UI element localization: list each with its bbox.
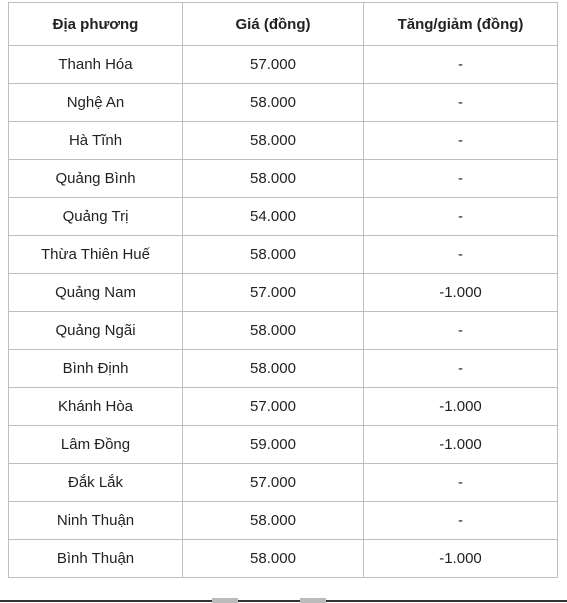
cell-region: Khánh Hòa: [9, 388, 183, 426]
cell-change: -: [364, 122, 558, 160]
table-row: [9, 84, 558, 122]
cell-price: 58.000: [183, 122, 364, 160]
cell-change: -: [364, 84, 558, 122]
cell-region: Quảng Ngãi: [9, 312, 183, 350]
table-row: [9, 122, 558, 160]
cell-region: Đắk Lắk: [9, 464, 183, 502]
cell-region: Quảng Bình: [9, 160, 183, 198]
table-row: [9, 350, 558, 388]
cell-change: -: [364, 502, 558, 540]
cell-region: Bình Thuận: [9, 540, 183, 578]
cell-change: -: [364, 236, 558, 274]
table-row: [9, 236, 558, 274]
table-row: [9, 46, 558, 84]
cell-region: Ninh Thuận: [9, 502, 183, 540]
scrollbar-stub-left: [212, 598, 238, 603]
cell-change: -: [364, 46, 558, 84]
cell-price: 58.000: [183, 84, 364, 122]
cell-change: -: [364, 312, 558, 350]
cell-region: Nghệ An: [9, 84, 183, 122]
cell-region: Thanh Hóa: [9, 46, 183, 84]
header-row: [9, 3, 558, 46]
cell-region: Hà Tĩnh: [9, 122, 183, 160]
table-row: [9, 502, 558, 540]
cell-price: 59.000: [183, 426, 364, 464]
cell-price: 57.000: [183, 388, 364, 426]
cell-change: -: [364, 350, 558, 388]
cell-region: Quảng Trị: [9, 198, 183, 236]
scrollbar-stub-right: [300, 598, 326, 603]
cell-region: Bình Định: [9, 350, 183, 388]
cell-change: -1.000: [364, 388, 558, 426]
header-price: Giá (đồng): [183, 3, 364, 46]
cell-price: 58.000: [183, 502, 364, 540]
table-row: [9, 388, 558, 426]
cell-change: -: [364, 198, 558, 236]
table-row: [9, 198, 558, 236]
cell-change: -: [364, 464, 558, 502]
table-row: [9, 426, 558, 464]
header-region: Địa phương: [9, 3, 183, 46]
cell-change: -: [364, 160, 558, 198]
table-row: [9, 312, 558, 350]
table-row: [9, 464, 558, 502]
cell-region: Quảng Nam: [9, 274, 183, 312]
table-header: [9, 3, 558, 46]
header-change: Tăng/giảm (đồng): [364, 3, 558, 46]
cell-price: 54.000: [183, 198, 364, 236]
cell-price: 58.000: [183, 540, 364, 578]
cell-price: 58.000: [183, 350, 364, 388]
cell-change: -1.000: [364, 426, 558, 464]
table-row: [9, 274, 558, 312]
cell-price: 57.000: [183, 274, 364, 312]
bottom-border: [0, 600, 567, 602]
cell-change: -1.000: [364, 274, 558, 312]
cell-price: 57.000: [183, 464, 364, 502]
price-table: [8, 2, 558, 578]
cell-change: -1.000: [364, 540, 558, 578]
cell-price: 58.000: [183, 236, 364, 274]
table-body: [9, 46, 558, 578]
cell-region: Lâm Đồng: [9, 426, 183, 464]
cell-region: Thừa Thiên Huế: [9, 236, 183, 274]
table-row: [9, 160, 558, 198]
cell-price: 58.000: [183, 312, 364, 350]
cell-price: 57.000: [183, 46, 364, 84]
cell-price: 58.000: [183, 160, 364, 198]
table-row: [9, 540, 558, 578]
